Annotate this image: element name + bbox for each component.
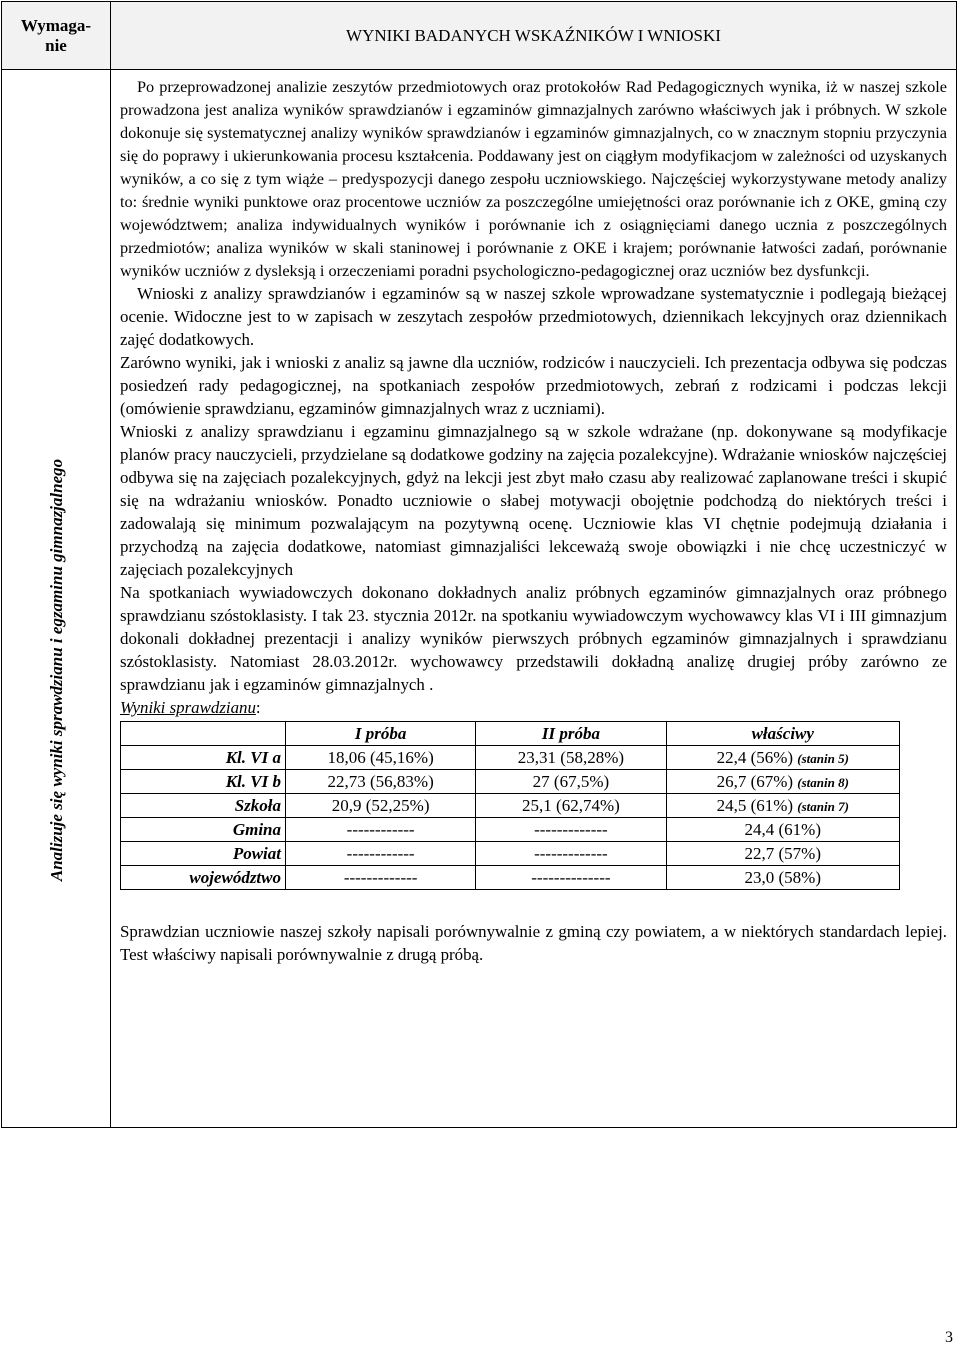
cell-p2: 23,31 (58,28%): [476, 746, 666, 770]
cell-stanin: (stanin 5): [797, 750, 849, 766]
cell-w-value: 22,7 (57%): [744, 844, 821, 863]
cell-w: [666, 818, 899, 842]
table-row: [121, 770, 900, 794]
paragraph-implementation: Wnioski z analizy sprawdzianu i egzaminu gimnazjalnego są w szkole wdrażane (np. dokonywane są modyfikacje planów pracy nauczycieli, przydzielane są dodatkowe godziny na zajęcia pozalekcyjne). Wdrażanie wniosków najczęściej odbywa się na zajęciach pozalekcyjnych, gdyż na lekcji jest zbyt mało czasu aby realizować zaplanowane treści i skupić się na wdrażaniu wniosków. Ponadto uczniowie o słabej motywacji obojętnie podchodzą do niektórych treści i zadowalają się minimum pozwalającym na pozytywną ocenę. Uczniowie klas VI chętnie podejmują działania i przychodzą na zajęcia dodatkowe, natomiast gimnazjaliści lekceważą swoje obowiązki i nie chcę uczestniczyć w zajęciach pozalekcyjnych: [120, 422, 947, 579]
table-row: [121, 818, 900, 842]
results-header-p1: I próba: [286, 722, 476, 746]
paragraph-1c: Poddawany jest on ciągłym modyfikacjom w zależności od uzyskanych wyników, a co się z tym wiąże – predyspozycji danego zespołu uczniowskiego.: [120, 146, 948, 188]
side-label: Analizuje się wyniki sprawdzianu i egzaminu gimnazjalnego: [47, 458, 66, 882]
cell-p1: 18,06 (45,16%): [286, 746, 476, 770]
cell-p2: 25,1 (62,74%): [476, 794, 666, 818]
cell-p1: ------------: [286, 842, 476, 866]
header-title: WYNIKI BADANYCH WSKAŹNIKÓW I WNIOSKI: [346, 25, 721, 45]
results-header-w: właściwy: [666, 722, 899, 746]
cell-stanin: (stanin 8): [797, 774, 849, 790]
row-label: województwo: [121, 866, 286, 890]
header-requirement-line1: Wymaga-: [20, 15, 92, 35]
cell-w-value: 24,4 (61%): [744, 820, 821, 839]
row-label: Powiat: [121, 842, 286, 866]
wyniki-colon: :: [255, 698, 261, 717]
paragraph-1b: W szkole dokonuje się systematycznej analizy wyników sprawdzianów i egzaminów gimnazjalnych, co w znacznym stopniu przyczynia się do poprawy i ukierunkowania procesu kształcenia.: [120, 100, 947, 165]
paragraph-summary: Sprawdzian uczniowie naszej szkoły napisali porównywalnie z gminą czy powiatem, a w niektórych standardach lepiej. Test właściwy napisali porównywalnie z drugą próbą.: [120, 922, 947, 964]
header-requirement-line2: nie: [45, 35, 67, 55]
paragraph-meetings: Na spotkaniach wywiadowczych dokonano dokładnych analiz próbnych egzaminów gimnazjalnych oraz próbnego sprawdzianu szóstoklasisty. I tak 23. stycznia 2012r. na spotkaniu wywiadowczym wychowawcy klas VI i III gimnazjum dokonali dokładnej prezentacji i analizy wyników pierwszych próbnych egzaminów gimnazjalnych i sprawdzianu szóstoklasisty. Natomiast 28.03.2012r. wychowawcy przedstawili dokładną analizę drugiej próby zarówno ze sprawdzianu jak i egzaminów gimnazjalnych .: [120, 583, 947, 694]
row-label: Gmina: [121, 818, 286, 842]
cell-p1: -------------: [286, 866, 476, 890]
header-title-cell: [111, 2, 957, 70]
cell-w-value: 26,7 (67%): [716, 771, 794, 791]
results-header-empty: [121, 722, 286, 746]
results-header-row: [121, 722, 900, 746]
paragraph-conclusions: Wnioski z analizy sprawdzianów i egzaminów są w naszej szkole wprowadzane systematycznie i podlegają bieżącej ocenie. Widoczne jest to w zapisach w zeszytach zespołów przedmiotowych, dziennikach lekcyjnych oraz dziennikach zajęć dodatkowych.: [120, 284, 947, 349]
wyniki-label: Wyniki sprawdzianu: [120, 698, 256, 717]
content-cell: [111, 70, 957, 1128]
cell-p2: -------------: [476, 842, 666, 866]
side-label-cell: [2, 70, 111, 1128]
results-table: [120, 721, 900, 890]
cell-w-value: 23,0 (58%): [744, 868, 821, 887]
paragraph-1d: Najczęściej wykorzystywane metody analizy to: średnie wyniki punktowe oraz procentowe uczniów za poszczególne umiejętności oraz porównanie ich z OKE, gminą czy województwem; analiza indywidualnych wyników i porównanie ich z osiągnięciami danego ucznia z poszczególnych przedmiotów; analiza wyników w skali staninowej i porównanie z OKE i krajem; porównanie łatwości zadań, porównanie wyników uczniów z dysleksją i orzeczeniami poradni psychologiczno-pedagogicznej oraz uczniów bez dysfunkcji.: [120, 169, 947, 280]
cell-p2: 27 (67,5%): [476, 770, 666, 794]
cell-p2: --------------: [476, 866, 666, 890]
cell-p1: ------------: [286, 818, 476, 842]
main-table: [1, 1, 957, 1128]
cell-w: [666, 746, 899, 770]
results-header-p2: II próba: [476, 722, 666, 746]
cell-w: [666, 842, 899, 866]
table-row: [121, 866, 900, 890]
table-row: [121, 746, 900, 770]
page-number: 3: [945, 1329, 953, 1346]
table-row: [121, 794, 900, 818]
cell-p2: -------------: [476, 818, 666, 842]
paragraph-analysis: [120, 75, 947, 282]
cell-w: [666, 794, 899, 818]
cell-p1: 22,73 (56,83%): [286, 770, 476, 794]
paragraph-transparency: Zarówno wyniki, jak i wnioski z analiz są jawne dla uczniów, rodziców i nauczycieli. Ich prezentacja odbywa się podczas posiedzeń rady pedagogicznej, na spotkaniach zespołów przedmiotowych, zebrań z rodzicami i podczas lekcji (omówienie sprawdzianu, egzaminów gimnazjalnych wraz z uczniami).: [120, 353, 947, 418]
header-requirement-cell: [2, 2, 111, 70]
table-row: [121, 842, 900, 866]
cell-p1: 20,9 (52,25%): [286, 794, 476, 818]
cell-w: [666, 866, 899, 890]
cell-w-value: 24,5 (61%): [716, 795, 794, 815]
paragraph-1a: Po przeprowadzonej analizie zeszytów przedmiotowych oraz protokołów Rad Pedagogicznych wynika, iż w naszej szkole prowadzona jest analiza wyników sprawdzianów i egzaminów gimnazjalnych zarówno właściwych jak i próbnych.: [120, 77, 947, 119]
row-label: Szkoła: [121, 794, 286, 818]
row-label: Kl. VI b: [121, 770, 286, 794]
row-label: Kl. VI a: [121, 746, 286, 770]
cell-w: [666, 770, 899, 794]
cell-stanin: (stanin 7): [797, 798, 849, 814]
wyniki-heading: [120, 696, 947, 719]
cell-w-value: 22,4 (56%): [716, 747, 794, 767]
